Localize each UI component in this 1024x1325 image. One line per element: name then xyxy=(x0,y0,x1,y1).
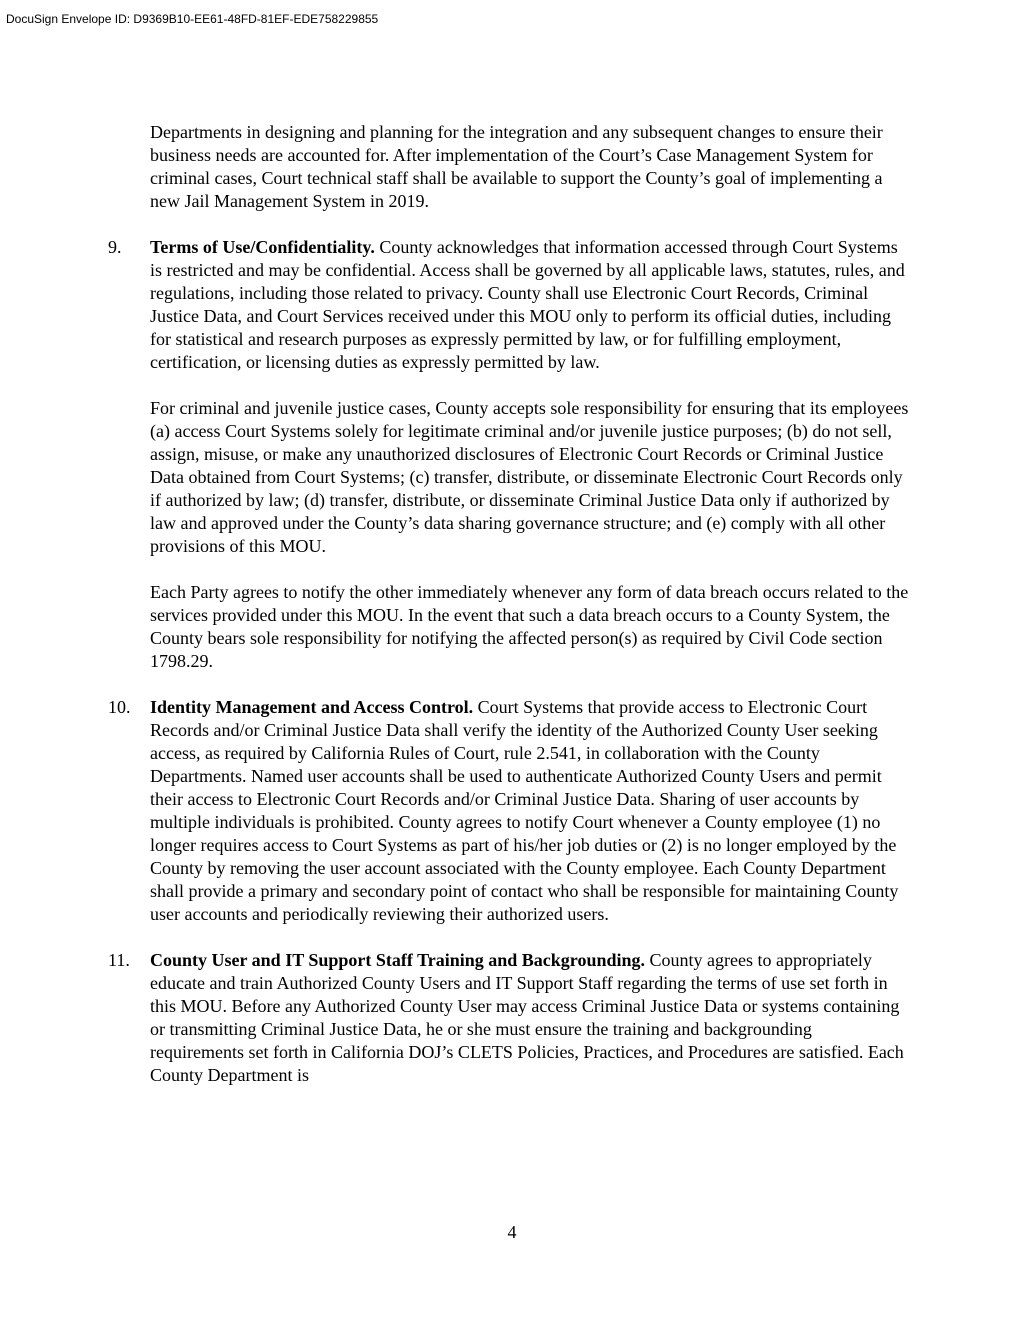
section-number: 11. xyxy=(108,950,130,970)
section-9 xyxy=(108,236,910,374)
section-heading: Terms of Use/Confidentiality. xyxy=(150,237,375,257)
section-number: 9. xyxy=(108,237,122,257)
section-9-paragraph-3: Each Party agrees to notify the other immediately whenever any form of data breach occurs related to the services provided under this MOU. In the event that such a data breach occurs to a County System, the County bears sole responsibility for notifying the affected person(s) as required by Civil Code section 1798.29. xyxy=(150,582,909,671)
section-heading: County User and IT Support Staff Training and Backgrounding. xyxy=(150,950,645,970)
intro-paragraph: Departments in designing and planning for the integration and any subsequent changes to ensure their business needs are accounted for. After implementation of the Court’s Case Management System for criminal cases, Court technical staff shall be available to support the County’s goal of implementing a new Jail Management System in 2019. xyxy=(150,122,883,211)
section-11 xyxy=(108,949,910,1087)
section-text: County agrees to appropriately educate and train Authorized County Users and IT Support Staff regarding the terms of use set forth in this MOU. Before any Authorized County User may access Criminal Justice Data or systems containing or transmitting Criminal Justice Data, he or she must ensure the training and backgrounding requirements set forth in California DOJ’s CLETS Policies, Practices, and Procedures are satisfied. Each County Department is xyxy=(150,950,904,1085)
section-text: Court Systems that provide access to Electronic Court Records and/or Criminal Justice Data shall verify the identity of the Authorized County User seeking access, as required by California Rules of Court, rule 2.541, in collaboration with the County Departments. Named user accounts shall be used to authenticate Authorized County Users and permit their access to Electronic Court Records and/or Criminal Justice Data. Sharing of user accounts by multiple individuals is prohibited. County agrees to notify Court whenever a County employee (1) no longer requires access to Court Systems as part of his/her job duties or (2) is no longer employed by the County by removing the user account associated with the County employee. Each County Department shall provide a primary and secondary point of contact who shall be responsible for maintaining County user accounts and periodically reviewing their authorized users. xyxy=(150,697,899,924)
section-9-paragraph-2: For criminal and juvenile justice cases, County accepts sole responsibility for ensuring that its employees (a) access Court Systems solely for legitimate criminal and/or juvenile justice purposes; (b) do not sell, assign, misuse, or make any unauthorized disclosures of Electronic Court Records or Criminal Justice Data obtained from Court Systems; (c) transfer, distribute, or disseminate Electronic Court Records only if authorized by law; (d) transfer, distribute, or disseminate Criminal Justice Data only if authorized by law and approved under the County’s data sharing governance structure; and (e) comply with all other provisions of this MOU. xyxy=(150,398,909,556)
docusign-envelope-id: DocuSign Envelope ID: D9369B10-EE61-48FD-81EF-EDE758229855 xyxy=(6,12,379,26)
document-body xyxy=(108,121,910,1110)
section-heading: Identity Management and Access Control. xyxy=(150,697,474,717)
section-text: County acknowledges that information accessed through Court Systems is restricted and may be confidential. Access shall be governed by all applicable laws, statutes, rules, and regulations, including those related to privacy. County shall use Electronic Court Records, Criminal Justice Data, and Court Services received under this MOU only to perform its official duties, including for statistical and research purposes as expressly permitted by law, or for fulfilling employment, certification, or licensing duties as expressly permitted by law. xyxy=(150,237,905,372)
section-10 xyxy=(108,696,910,926)
page-number: 4 xyxy=(507,1222,517,1242)
section-number: 10. xyxy=(108,697,131,717)
